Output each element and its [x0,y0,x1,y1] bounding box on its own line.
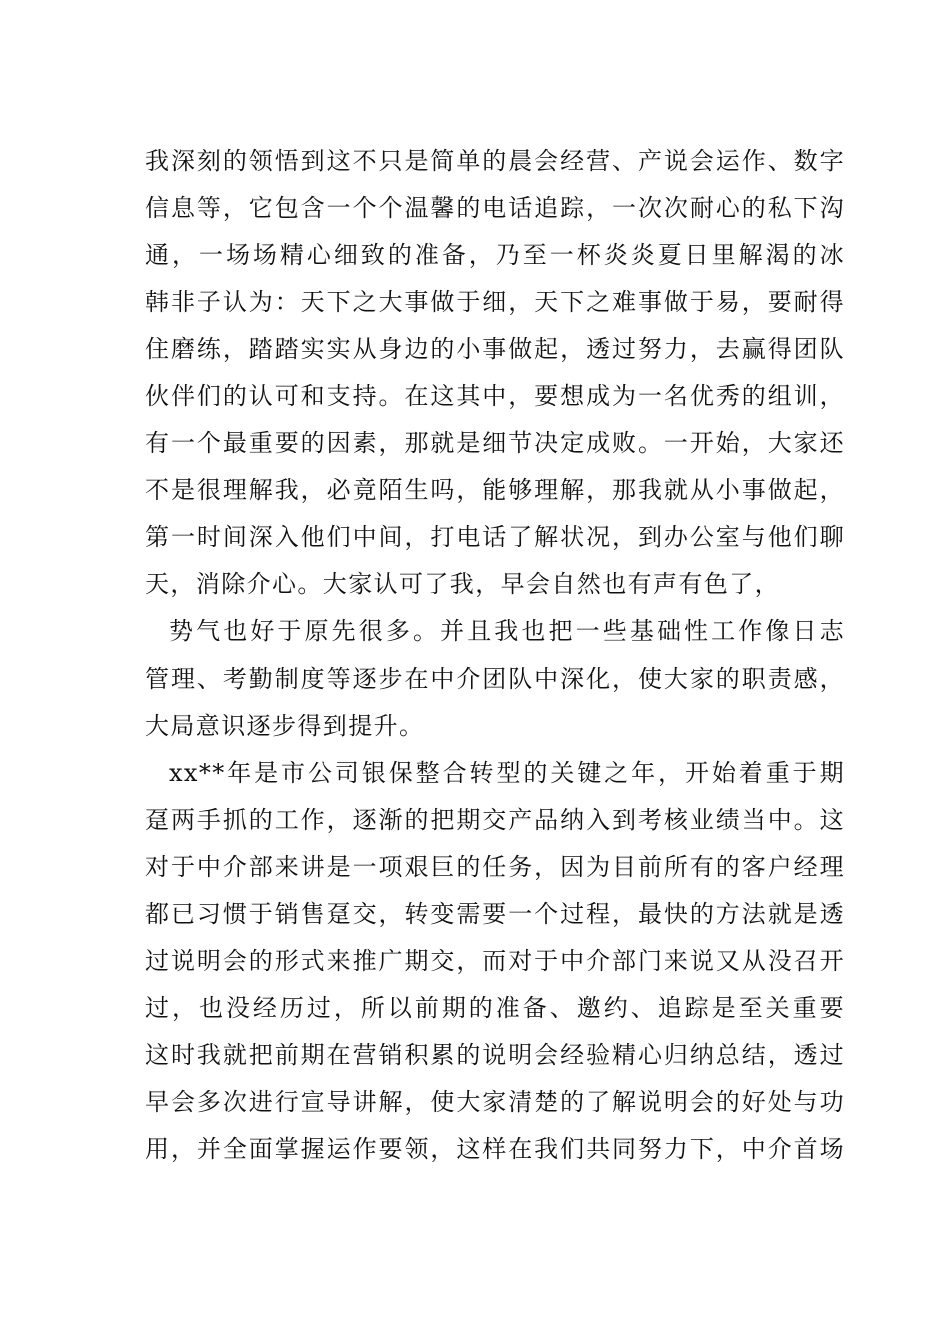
text-line: 不是很理解我，必竟陌生吗，能够理解，那我就从小事做起， [145,476,845,505]
text-line: 管理、考勤制度等逐步在中介团队中深化，使大家的职责感， [145,664,845,693]
text-line: 用，并全面掌握运作要领，这样在我们共同努力下，中介首场 [145,1134,845,1163]
text-line: 大局意识逐步得到提升。 [145,711,425,740]
text-line: 这时我就把前期在营销积累的说明会经验精心归纳总结，透过 [145,1040,845,1069]
text-line: 过说明会的形式来推广期交，而对于中介部门来说又从没召开 [145,946,845,975]
text-line: 天，消除介心。大家认可了我，早会自然也有声有色了， [145,570,780,599]
body-text [145,138,845,1173]
text-line: 有一个最重要的因素，那就是细节决定成败。一开始，大家还 [145,429,845,458]
text-line: 信息等，它包含一个个温馨的电话追踪，一次次耐心的私下沟 [145,194,845,223]
text-line: 趸两手抓的工作，逐渐的把期交产品纳入到考核业绩当中。这 [145,805,845,834]
text-line: 对于中介部来讲是一项艰巨的任务，因为目前所有的客户经理 [145,852,845,881]
text-line: 都已习惯于销售趸交，转变需要一个过程，最快的方法就是透 [145,899,845,928]
text-line: 第一时间深入他们中间，打电话了解状况，到办公室与他们聊 [145,523,845,552]
text-line: 韩非子认为：天下之大事做于细，天下之难事做于易，要耐得 [145,288,845,317]
text-line: 过，也没经历过，所以前期的准备、邀约、追踪是至关重要 [145,993,845,1022]
text-line: xx**年是市公司银保整合转型的关键之年，开始着重于期 [169,758,845,787]
text-line: 通，一场场精心细致的准备，乃至一杯炎炎夏日里解渴的冰 [145,241,845,270]
text-line: 我深刻的领悟到这不只是简单的晨会经营、产说会运作、数字 [145,147,845,175]
text-line: 伙伴们的认可和支持。在这其中，要想成为一名优秀的组训， [145,382,845,411]
text-line: 早会多次进行宣导讲解，使大家清楚的了解说明会的好处与功 [145,1087,845,1116]
text-line: 势气也好于原先很多。并且我也把一些基础性工作像日志 [169,617,845,646]
text-line: 住磨练，踏踏实实从身边的小事做起，透过努力，去赢得团队 [145,335,845,364]
